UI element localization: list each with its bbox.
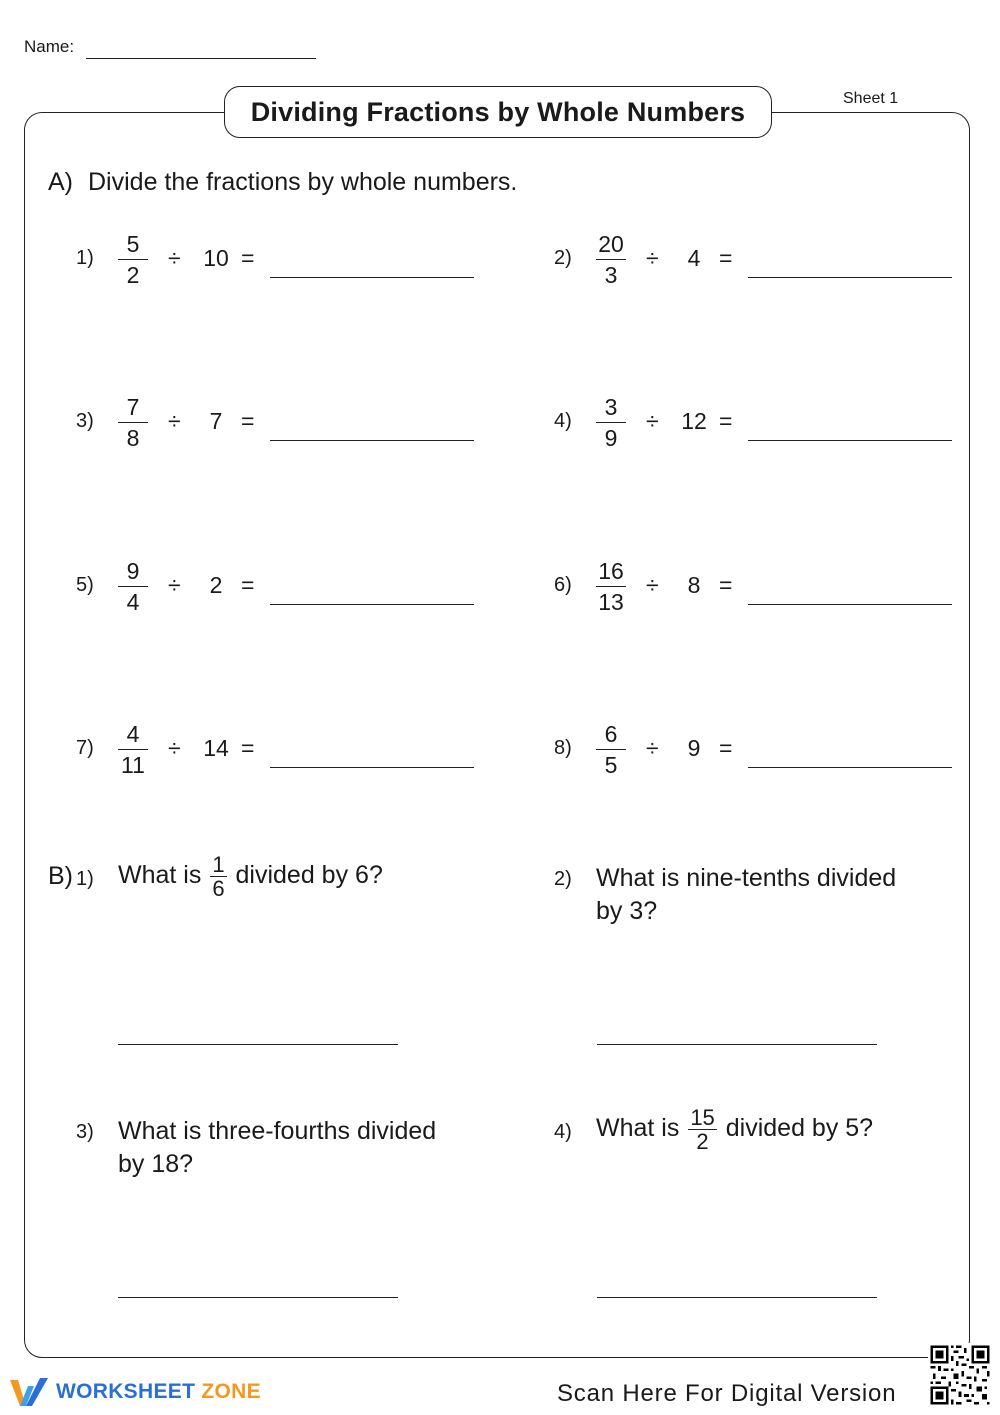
question-text-after: divided by 5? [725, 1114, 874, 1143]
brand-name-part-2: ZONE [201, 1380, 261, 1403]
division-sign: ÷ [168, 408, 181, 434]
equals-sign: = [241, 572, 255, 598]
equals-sign: = [719, 245, 733, 271]
answer-line[interactable] [270, 277, 474, 278]
problem-number: 2) [554, 247, 572, 269]
answer-line-b4[interactable] [597, 1297, 877, 1298]
question-text [118, 853, 383, 900]
denominator: 4 [126, 589, 140, 615]
section-b-letter: B) [48, 862, 73, 890]
fraction [116, 393, 150, 452]
question-number: 4) [554, 1121, 572, 1143]
denominator: 2 [126, 262, 140, 288]
word-question-3 [76, 1115, 496, 1185]
division-sign: ÷ [646, 245, 659, 271]
numerator: 7 [126, 394, 140, 420]
divisor: 7 [209, 408, 223, 434]
name-label: Name: [24, 37, 75, 56]
numerator: 4 [126, 721, 140, 747]
fraction-bar [118, 749, 148, 750]
fraction [210, 853, 226, 900]
numerator: 15 [690, 1105, 715, 1130]
fraction-bar [118, 586, 148, 587]
numerator: 9 [126, 558, 140, 584]
divisor: 12 [681, 408, 707, 434]
divisor: 4 [687, 245, 701, 271]
answer-line[interactable] [748, 277, 952, 278]
brand-name-part-1: WORKSHEET [56, 1380, 196, 1403]
equals-sign: = [241, 735, 255, 761]
scan-instruction: Scan Here For Digital Version [557, 1380, 897, 1407]
fraction [116, 557, 150, 616]
question-line-1: What is nine-tenths divided [596, 864, 897, 892]
problem-number: 8) [554, 737, 572, 759]
question-text [596, 862, 896, 928]
equals-sign: = [719, 572, 733, 598]
word-question-4 [554, 1106, 974, 1176]
divisor: 10 [203, 245, 229, 271]
fraction-bar [118, 422, 148, 423]
question-text-after: divided by 6? [235, 861, 383, 890]
worksheet-zone-logo-icon [10, 1376, 50, 1408]
brand-name [56, 1380, 261, 1404]
qr-code-icon[interactable] [928, 1343, 992, 1407]
divisor: 14 [203, 735, 229, 761]
fraction [594, 393, 628, 452]
fraction-bar [118, 259, 148, 260]
division-sign: ÷ [168, 735, 181, 761]
question-line-2: by 3? [596, 897, 658, 925]
numerator: 6 [604, 721, 618, 747]
word-question-2 [554, 862, 974, 932]
fraction-bar [596, 422, 626, 423]
denominator: 6 [212, 876, 225, 901]
denominator: 13 [598, 589, 624, 615]
question-line-1: What is three-fourths divided [118, 1117, 437, 1145]
division-sign: ÷ [646, 408, 659, 434]
answer-line-b1[interactable] [118, 1044, 398, 1045]
numerator: 20 [598, 231, 624, 257]
problem-number: 7) [76, 737, 94, 759]
fraction [594, 230, 628, 289]
question-text [118, 1115, 436, 1181]
numerator: 16 [598, 558, 624, 584]
question-text-before: What is [596, 1114, 680, 1143]
question-number: 1) [76, 868, 94, 890]
name-input-line[interactable] [86, 58, 316, 59]
fraction-bar [596, 586, 626, 587]
answer-line[interactable] [270, 604, 474, 605]
question-text-before: What is [118, 861, 202, 890]
brand-logo[interactable] [10, 1376, 261, 1408]
fraction-bar [596, 259, 626, 260]
answer-line[interactable] [748, 440, 952, 441]
numerator: 5 [126, 231, 140, 257]
question-number: 3) [76, 1121, 94, 1143]
page-title: Dividing Fractions by Whole Numbers [224, 86, 772, 138]
answer-line[interactable] [748, 767, 952, 768]
division-sign: ÷ [168, 245, 181, 271]
section-a-letter: A) [48, 168, 73, 196]
denominator: 3 [604, 262, 618, 288]
sheet-label: Sheet 1 [843, 90, 899, 107]
denominator: 2 [696, 1129, 709, 1154]
fraction [116, 720, 150, 779]
answer-line[interactable] [270, 440, 474, 441]
fraction-bar [596, 749, 626, 750]
fraction [594, 557, 628, 616]
denominator: 5 [604, 752, 618, 778]
question-text [596, 1106, 873, 1153]
equals-sign: = [241, 245, 255, 271]
answer-line[interactable] [748, 604, 952, 605]
question-line-2: by 18? [118, 1150, 194, 1178]
problem-number: 5) [76, 574, 94, 596]
answer-line-b2[interactable] [597, 1044, 877, 1045]
word-question-1 [76, 853, 496, 923]
denominator: 11 [121, 752, 145, 778]
divisor: 9 [687, 735, 701, 761]
numerator: 1 [212, 852, 225, 877]
division-sign: ÷ [168, 572, 181, 598]
fraction [688, 1106, 716, 1153]
numerator: 3 [604, 394, 618, 420]
denominator: 8 [126, 425, 140, 451]
problem-number: 1) [76, 247, 94, 269]
problem-number: 4) [554, 410, 572, 432]
question-number: 2) [554, 868, 572, 890]
answer-line[interactable] [270, 767, 474, 768]
divisor: 2 [209, 572, 223, 598]
division-sign: ÷ [646, 572, 659, 598]
answer-line-b3[interactable] [118, 1297, 398, 1298]
section-a-heading [48, 168, 517, 197]
problem-number: 6) [554, 574, 572, 596]
equals-sign: = [719, 735, 733, 761]
denominator: 9 [604, 425, 618, 451]
equals-sign: = [241, 408, 255, 434]
equals-sign: = [719, 408, 733, 434]
problem-number: 3) [76, 410, 94, 432]
division-sign: ÷ [646, 735, 659, 761]
divisor: 8 [687, 572, 701, 598]
fraction [594, 720, 628, 779]
fraction [116, 230, 150, 289]
section-a-instruction: Divide the fractions by whole numbers. [88, 168, 518, 196]
